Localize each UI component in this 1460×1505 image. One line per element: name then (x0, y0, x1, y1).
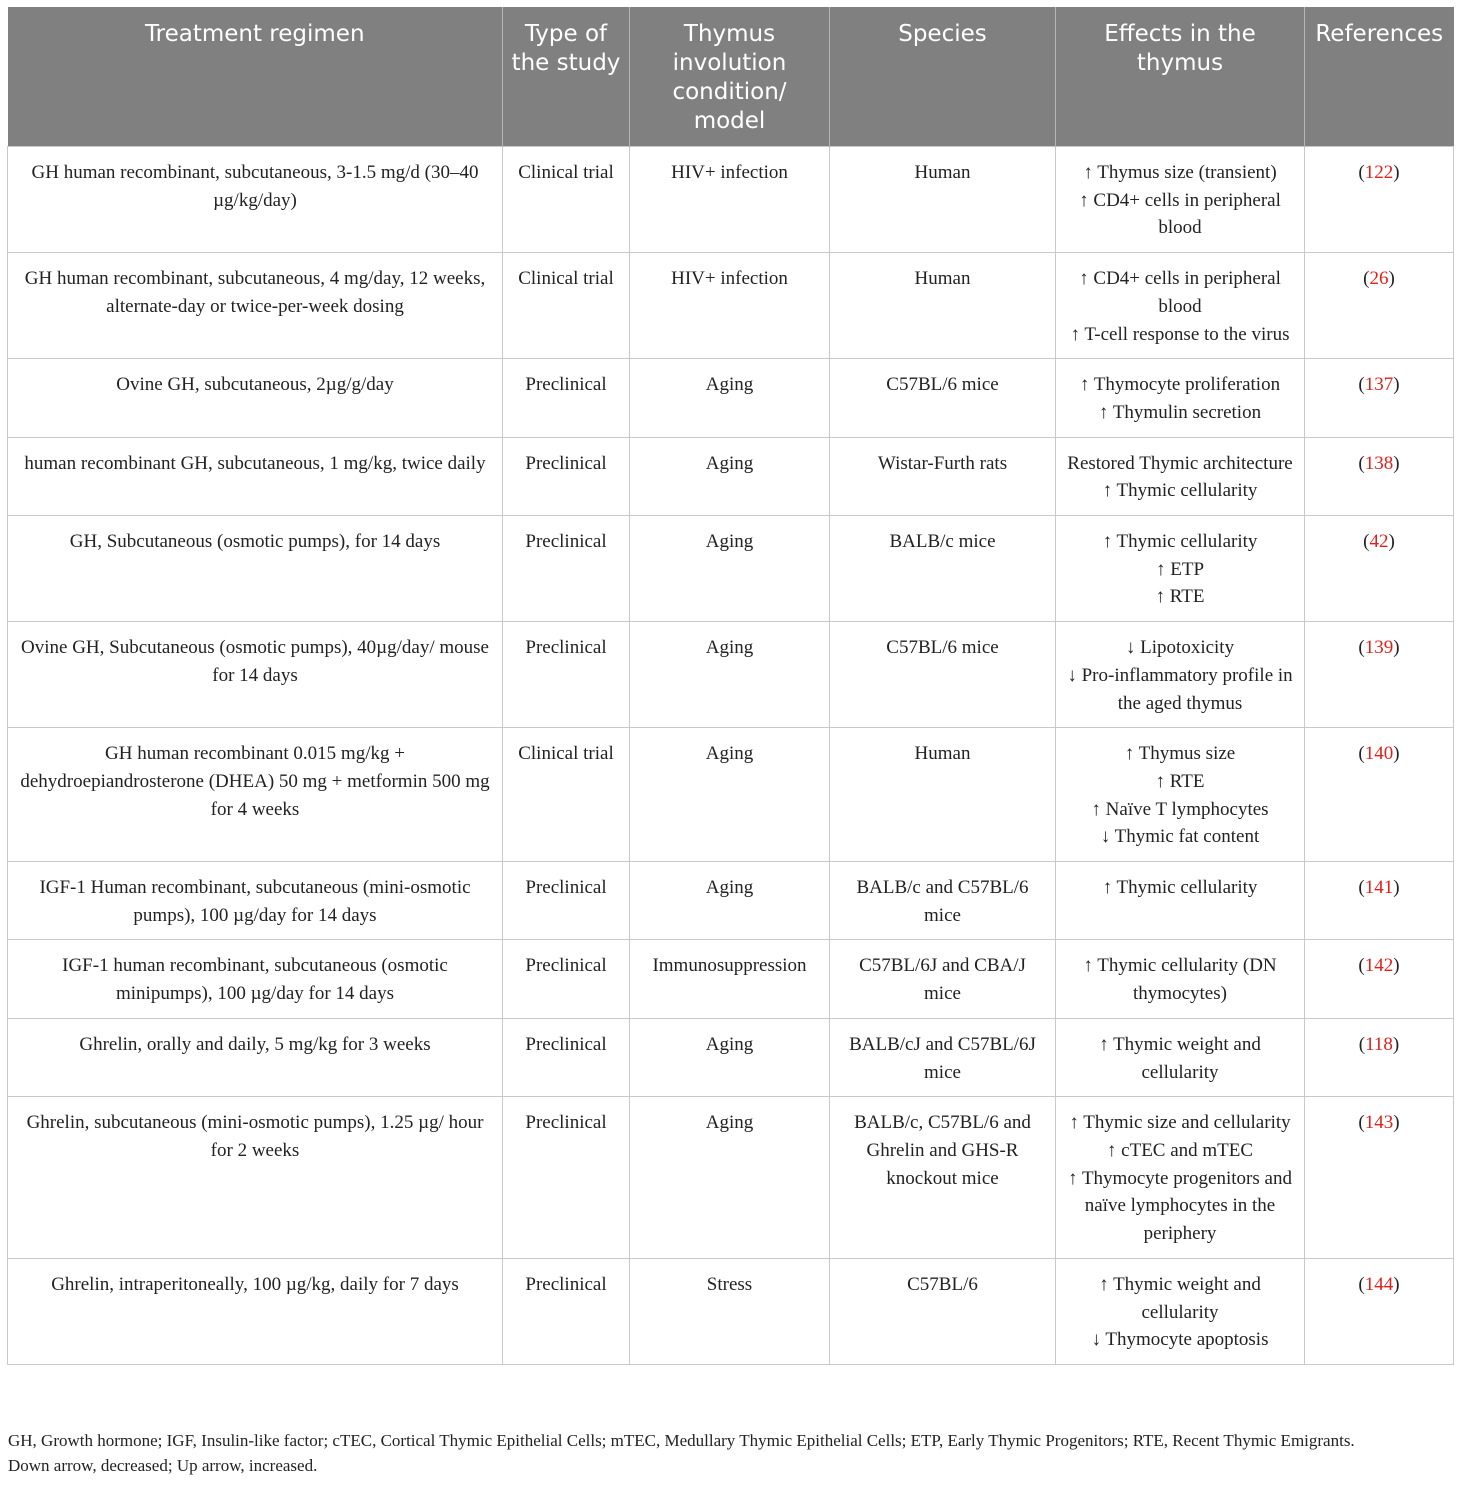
reference-cell (1305, 940, 1454, 1018)
effect-line: ↑ Thymocyte progenitors and naïve lymphocytes in the periphery (1068, 1167, 1292, 1245)
effects-cell (1056, 253, 1305, 359)
regimen-cell: GH, Subcutaneous (osmotic pumps), for 14 days (8, 516, 503, 622)
reference-open-paren: ( (1358, 877, 1365, 899)
reference-close-paren: ) (1393, 1273, 1400, 1295)
reference-open-paren: ( (1358, 1273, 1365, 1295)
effect-line: ↑ Thymic cellularity (1102, 480, 1258, 502)
effects-cell (1056, 437, 1305, 515)
species-cell: C57BL/6J and CBA/J mice (830, 940, 1056, 1018)
table-row (8, 516, 1454, 622)
effect-line: ↑ Thymic size and cellularity (1069, 1112, 1291, 1134)
effects-cell (1056, 728, 1305, 862)
regimen-cell: GH human recombinant, subcutaneous, 4 mg/day, 12 weeks, alternate-day or twice-per-week dosing (8, 253, 503, 359)
effect-line: Restored Thymic architecture (1067, 452, 1293, 474)
reference-link[interactable]: 139 (1364, 637, 1394, 659)
header-effects: Effects in the thymus (1056, 7, 1305, 147)
condition-cell: Aging (630, 1018, 830, 1096)
condition-cell: Stress (630, 1258, 830, 1364)
table-row (8, 147, 1454, 253)
effect-line: ↓ Lipotoxicity (1125, 637, 1235, 659)
reference-link[interactable]: 142 (1364, 955, 1394, 977)
reference-link[interactable]: 26 (1369, 268, 1389, 290)
reference-open-paren: ( (1358, 955, 1365, 977)
table-row (8, 359, 1454, 437)
reference-cell (1305, 1258, 1454, 1364)
study-type-cell: Clinical trial (503, 147, 630, 253)
condition-cell: Aging (630, 622, 830, 728)
condition-cell: HIV+ infection (630, 253, 830, 359)
study-type-cell: Preclinical (503, 1097, 630, 1259)
reference-link[interactable]: 138 (1364, 452, 1394, 474)
species-cell: Wistar-Furth rats (830, 437, 1056, 515)
reference-cell (1305, 728, 1454, 862)
condition-cell: Aging (630, 437, 830, 515)
table-footnote (8, 1428, 1418, 1478)
effects-cell (1056, 516, 1305, 622)
effect-line: ↓ Thymic fat content (1100, 826, 1260, 848)
condition-cell: Aging (630, 516, 830, 622)
reference-close-paren: ) (1392, 1033, 1400, 1055)
effect-line: ↑ T-cell response to the virus (1070, 323, 1290, 345)
condition-cell: HIV+ infection (630, 147, 830, 253)
study-type-cell: Preclinical (503, 1018, 630, 1096)
study-type-cell: Preclinical (503, 1258, 630, 1364)
reference-link[interactable]: 118 (1365, 1033, 1393, 1055)
species-cell: BALB/c mice (830, 516, 1056, 622)
reference-close-paren: ) (1393, 162, 1400, 183)
abbreviations-note: GH, Growth hormone; IGF, Insulin-like factor; cTEC, Cortical Thymic Epithelial Cells; mTEC, Medullary Thymic Epithelial Cells; ETP, Early Thymic Progenitors; RTE, Recent Thymic Emigrants. (8, 1431, 1355, 1450)
reference-open-paren: ( (1363, 268, 1370, 290)
effects-cell (1056, 359, 1305, 437)
condition-cell: Aging (630, 728, 830, 862)
reference-close-paren: ) (1393, 452, 1400, 474)
reference-open-paren: ( (1358, 374, 1365, 396)
effects-cell (1056, 622, 1305, 728)
header-references: References (1305, 7, 1454, 147)
reference-cell (1305, 437, 1454, 515)
reference-open-paren: ( (1358, 637, 1365, 659)
species-cell: Human (830, 728, 1056, 862)
effect-line: ↑ cTEC and mTEC (1106, 1139, 1254, 1161)
regimen-cell: IGF-1 human recombinant, subcutaneous (osmotic minipumps), 100 µg/day for 14 days (8, 940, 503, 1018)
regimen-cell: IGF-1 Human recombinant, subcutaneous (mini-osmotic pumps), 100 µg/day for 14 days (8, 862, 503, 940)
species-cell: C57BL/6 mice (830, 622, 1056, 728)
reference-cell (1305, 147, 1454, 253)
reference-link[interactable]: 144 (1364, 1273, 1394, 1295)
effect-line: ↑ Thymic weight and cellularity (1099, 1033, 1261, 1083)
reference-link[interactable]: 140 (1364, 743, 1394, 765)
species-cell: BALB/c and C57BL/6 mice (830, 862, 1056, 940)
reference-link[interactable]: 141 (1364, 877, 1394, 899)
header-type-of-study: Type of the study (503, 7, 630, 147)
species-cell: BALB/cJ and C57BL/6J mice (830, 1018, 1056, 1096)
reference-cell (1305, 253, 1454, 359)
species-cell: C57BL/6 (830, 1258, 1056, 1364)
reference-open-paren: ( (1358, 452, 1365, 474)
header-involution-condition: Thymus involution condition/ model (630, 7, 830, 147)
regimen-cell: human recombinant GH, subcutaneous, 1 mg/kg, twice daily (8, 437, 503, 515)
table-row (8, 253, 1454, 359)
reference-link[interactable]: 42 (1369, 531, 1389, 553)
effect-line: ↑ Thymic cellularity (DN thymocytes) (1083, 955, 1277, 1005)
effect-line: ↑ CD4+ cells in peripheral blood (1079, 189, 1281, 239)
effect-line: ↑ Thymus size (transient) (1083, 162, 1277, 183)
effects-cell (1056, 1258, 1305, 1364)
table-row (8, 862, 1454, 940)
study-type-cell: Preclinical (503, 359, 630, 437)
reference-cell (1305, 1018, 1454, 1096)
table-row (8, 1018, 1454, 1096)
table-row (8, 1258, 1454, 1364)
reference-close-paren: ) (1388, 268, 1395, 290)
table-row (8, 437, 1454, 515)
effect-line: ↓ Thymocyte apoptosis (1091, 1329, 1269, 1351)
effect-line: ↑ Thymocyte proliferation (1079, 374, 1281, 396)
regimen-cell: Ovine GH, Subcutaneous (osmotic pumps), 40µg/day/ mouse for 14 days (8, 622, 503, 728)
reference-close-paren: ) (1388, 531, 1395, 553)
effect-line: ↑ RTE (1155, 586, 1205, 608)
thymus-treatment-table (7, 7, 1454, 1365)
effect-line: ↑ Thymic cellularity (1102, 877, 1258, 899)
arrow-legend-note: Down arrow, decreased; Up arrow, increased. (8, 1456, 318, 1475)
effect-line: ↑ Naïve T lymphocytes (1091, 798, 1269, 820)
effect-line: ↑ Thymic cellularity (1102, 531, 1258, 553)
reference-close-paren: ) (1393, 637, 1400, 659)
regimen-cell: GH human recombinant 0.015 mg/kg + dehydroepiandrosterone (DHEA) 50 mg + metformin 500 mg for 4 weeks (8, 728, 503, 862)
header-treatment-regimen: Treatment regimen (8, 7, 503, 147)
study-type-cell: Clinical trial (503, 728, 630, 862)
regimen-cell: GH human recombinant, subcutaneous, 3-1.5 mg/d (30–40 µg/kg/day) (8, 147, 503, 253)
reference-open-paren: ( (1358, 743, 1365, 765)
table-header-row (8, 7, 1454, 147)
species-cell: C57BL/6 mice (830, 359, 1056, 437)
condition-cell: Immunosuppression (630, 940, 830, 1018)
reference-close-paren: ) (1393, 877, 1400, 899)
study-type-cell: Preclinical (503, 940, 630, 1018)
table-row (8, 622, 1454, 728)
effect-line: ↑ Thymulin secretion (1098, 401, 1262, 423)
reference-cell (1305, 622, 1454, 728)
species-cell: Human (830, 147, 1056, 253)
regimen-cell: Ghrelin, orally and daily, 5 mg/kg for 3 weeks (8, 1018, 503, 1096)
reference-open-paren: ( (1363, 531, 1370, 553)
reference-cell (1305, 1097, 1454, 1259)
regimen-cell: Ghrelin, subcutaneous (mini-osmotic pumps), 1.25 µg/ hour for 2 weeks (8, 1097, 503, 1259)
reference-close-paren: ) (1393, 955, 1400, 977)
effect-line: ↑ ETP (1155, 558, 1205, 580)
table-body (8, 147, 1454, 1365)
condition-cell: Aging (630, 1097, 830, 1259)
regimen-cell: Ghrelin, intraperitoneally, 100 µg/kg, daily for 7 days (8, 1258, 503, 1364)
study-type-cell: Preclinical (503, 862, 630, 940)
effect-line: ↓ Pro-inflammatory profile in the aged thymus (1067, 664, 1293, 714)
effect-line: ↑ RTE (1155, 770, 1205, 792)
reference-open-paren: ( (1358, 162, 1365, 183)
reference-cell (1305, 516, 1454, 622)
effects-cell (1056, 1097, 1305, 1259)
effects-cell (1056, 1018, 1305, 1096)
condition-cell: Aging (630, 359, 830, 437)
effect-line: ↑ Thymus size (1124, 743, 1236, 765)
reference-link[interactable]: 122 (1364, 162, 1394, 183)
reference-open-paren: ( (1358, 1112, 1365, 1134)
study-type-cell: Preclinical (503, 437, 630, 515)
header-species: Species (830, 7, 1056, 147)
reference-cell (1305, 862, 1454, 940)
table-row (8, 940, 1454, 1018)
table-row (8, 1097, 1454, 1259)
species-cell: Human (830, 253, 1056, 359)
condition-cell: Aging (630, 862, 830, 940)
table-row (8, 728, 1454, 862)
effect-line: ↑ CD4+ cells in peripheral blood (1079, 268, 1281, 317)
reference-open-paren: ( (1358, 1033, 1366, 1055)
study-type-cell: Preclinical (503, 622, 630, 728)
reference-close-paren: ) (1393, 1112, 1400, 1134)
study-type-cell: Clinical trial (503, 253, 630, 359)
effect-line: ↑ Thymic weight and cellularity (1099, 1273, 1261, 1323)
study-type-cell: Preclinical (503, 516, 630, 622)
effects-cell (1056, 940, 1305, 1018)
reference-close-paren: ) (1393, 374, 1400, 396)
reference-cell (1305, 359, 1454, 437)
species-cell: BALB/c, C57BL/6 and Ghrelin and GHS-R knockout mice (830, 1097, 1056, 1259)
reference-link[interactable]: 143 (1364, 1112, 1394, 1134)
regimen-cell: Ovine GH, subcutaneous, 2µg/g/day (8, 359, 503, 437)
reference-link[interactable]: 137 (1364, 374, 1394, 396)
effects-cell (1056, 862, 1305, 940)
effects-cell (1056, 147, 1305, 253)
reference-close-paren: ) (1393, 743, 1400, 765)
